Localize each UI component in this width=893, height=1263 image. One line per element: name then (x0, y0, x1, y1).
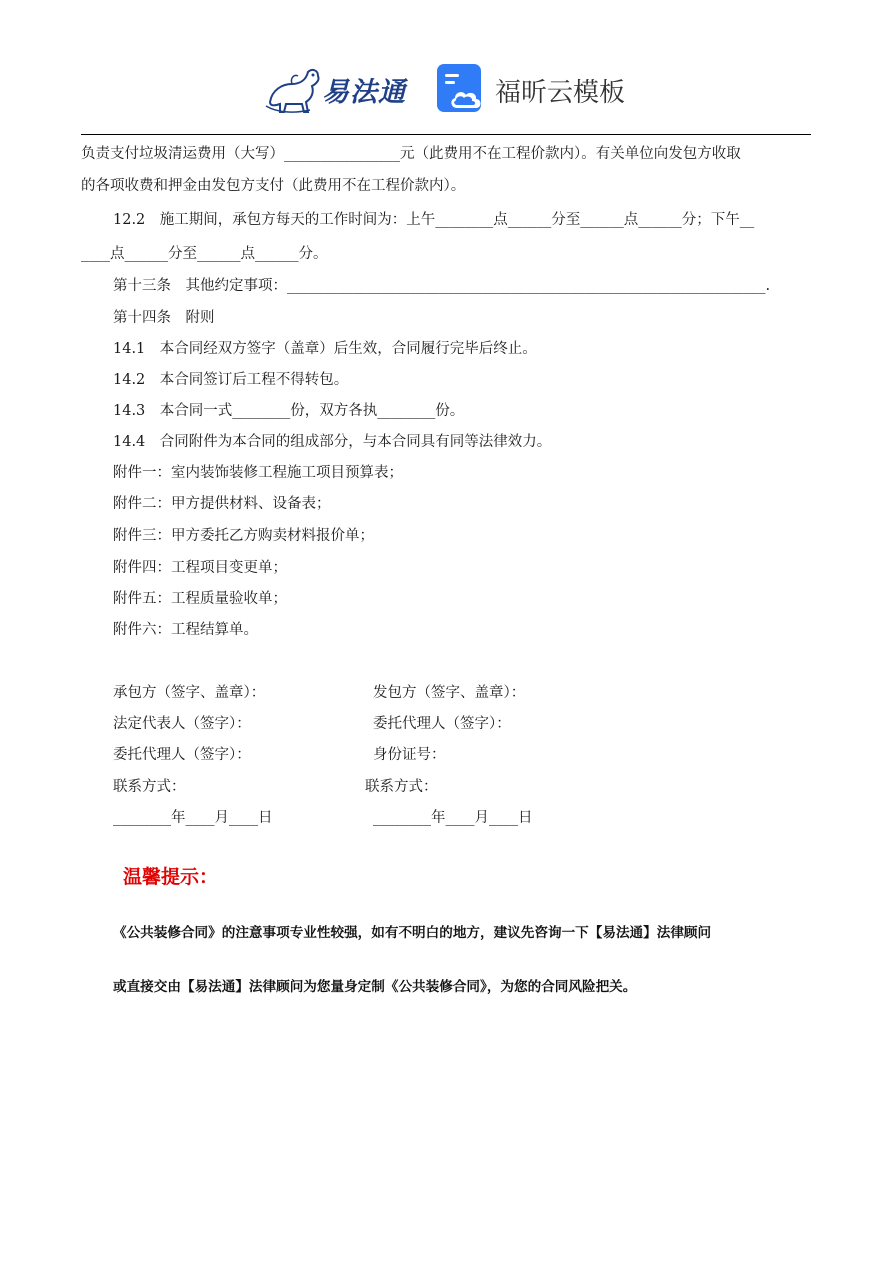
body-line: 14.1 本合同经双方签字（盖章）后生效，合同履行完毕后终止。 (113, 341, 537, 357)
body-line: 第十三条 其他约定事项：__________________________________________________________________. (113, 278, 771, 294)
attachment-item: 附件三：甲方委托乙方购卖材料报价单； (113, 528, 374, 544)
employer-contact-label: 联系方式： (365, 779, 438, 795)
warm-tip-line: 《公共装修合同》的注意事项专业性较强，如有不明白的地方，建议先咨询一下【易法通】法律顾问 (113, 925, 712, 941)
contractor-agent-label: 委托代理人（签字）： (113, 747, 251, 763)
yifatong-logo (262, 62, 412, 117)
warm-tip-line: 或直接交由【易法通】法律顾问为您量身定制《公共装修合同》，为您的合同风险把关。 (113, 979, 637, 995)
cloud-document-icon (435, 62, 487, 114)
attachment-item: 附件二：甲方提供材料、设备表； (113, 496, 331, 512)
legal-representative-label: 法定代表人（签字）： (113, 716, 251, 732)
body-line: 12.2 施工期间，承包方每天的工作时间为：上午________点______分至______点______分；下午__ (113, 212, 755, 228)
attachment-item: 附件五：工程质量验收单； (113, 591, 287, 607)
foxit-cloud-template-logo (435, 62, 635, 117)
contractor-date-line: ________年____月____日 (113, 810, 273, 826)
body-line: 的各项收费和押金由发包方支付（此费用不在工程价款内）。 (81, 178, 466, 194)
yifatong-logo-text: 易法通 (322, 77, 406, 108)
body-line: 14.4 合同附件为本合同的组成部分，与本合同具有同等法律效力。 (113, 434, 552, 450)
contractor-contact-label: 联系方式： (113, 779, 186, 795)
body-line: 负责支付垃圾清运费用（大写）________________元（此费用不在工程价款内）。有关单位向发包方收取 (81, 146, 741, 162)
article-heading: 第十四条 附则 (113, 310, 215, 326)
employer-agent-label: 委托代理人（签字）： (373, 716, 511, 732)
qilin-mascot-icon (262, 62, 324, 117)
attachment-item: 附件一：室内装饰装修工程施工项目预算表； (113, 465, 403, 481)
id-number-label: 身份证号： (373, 747, 446, 763)
foxit-cloud-template-text: 福昕云模板 (495, 78, 626, 108)
body-line: ____点______分至______点______分。 (81, 246, 328, 262)
header-divider (81, 134, 811, 135)
body-line: 14.2 本合同签订后工程不得转包。 (113, 372, 349, 388)
employer-signature-label: 发包方（签字、盖章）： (373, 685, 526, 701)
warm-tip-title: 温馨提示： (123, 866, 219, 888)
page-header (0, 52, 893, 132)
employer-date-line: ________年____月____日 (373, 810, 533, 826)
contractor-signature-label: 承包方（签字、盖章）： (113, 685, 266, 701)
attachment-item: 附件六：工程结算单。 (113, 622, 258, 638)
body-line: 14.3 本合同一式________份，双方各执________份。 (113, 403, 465, 419)
attachment-item: 附件四：工程项目变更单； (113, 560, 287, 576)
